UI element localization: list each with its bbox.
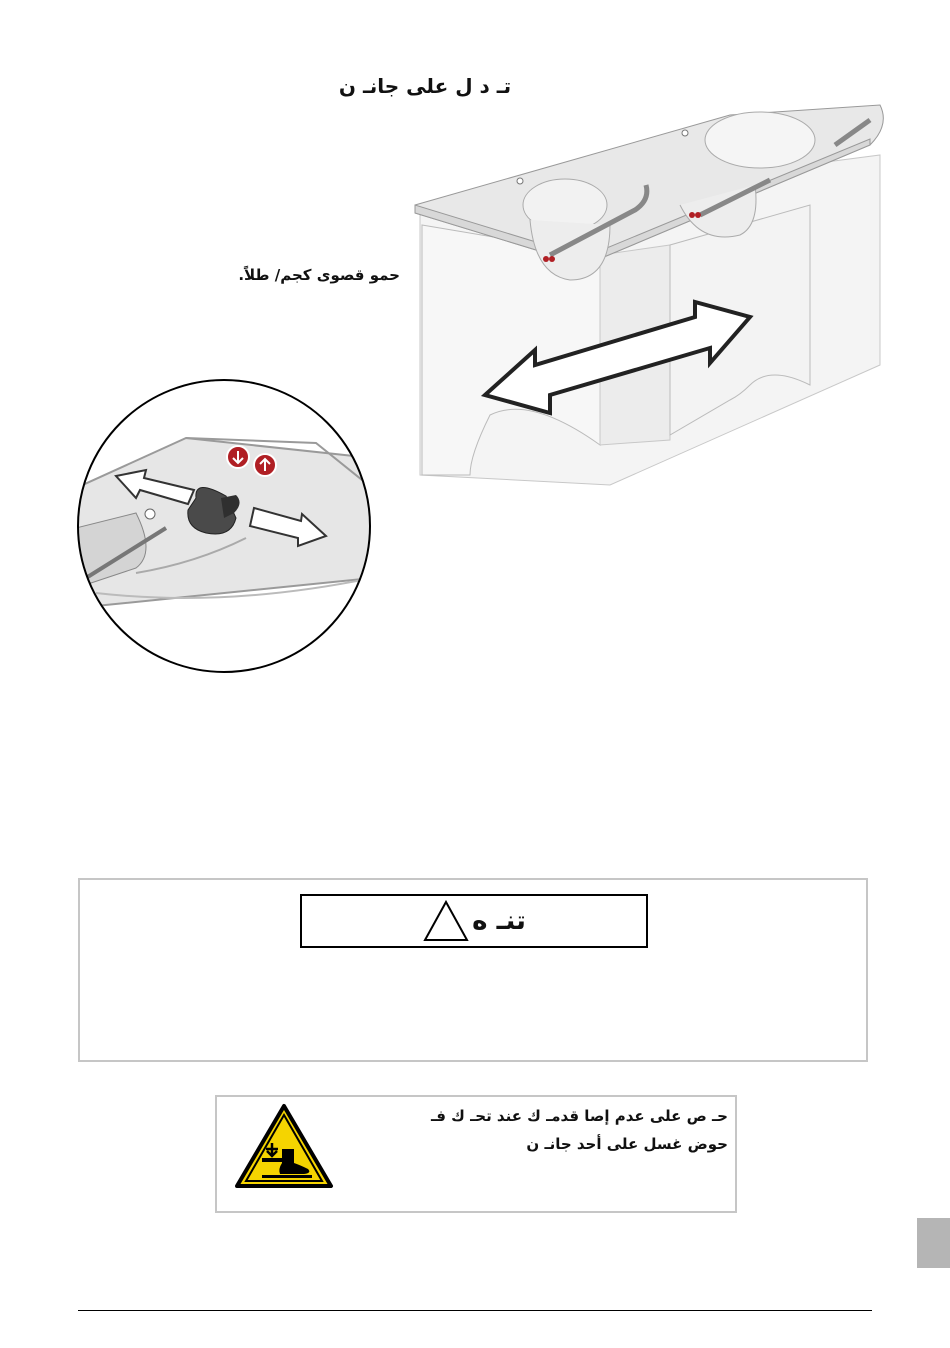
washbasin-illustration xyxy=(410,95,890,495)
foot-warning-line-2: حوض غسل على أحد جانـ ن xyxy=(526,1135,728,1153)
caution-title-text: تنـ ه xyxy=(472,906,526,936)
warning-triangle-icon xyxy=(422,899,470,943)
footer-divider xyxy=(78,1310,872,1311)
foot-warning-line-1: حـ ص على عدم إصا قدمـ ك عند تحـ ك فـ xyxy=(430,1107,728,1125)
control-zoom-detail xyxy=(76,378,372,674)
page-heading: تـ د ل على جانـ ن xyxy=(338,74,512,98)
page-section-tab xyxy=(917,1218,950,1268)
caution-heading xyxy=(300,894,648,948)
foot-crush-hazard-icon xyxy=(234,1103,334,1189)
max-load-instruction: حمو قصوى كجم/ طلاً. xyxy=(238,266,400,284)
foot-warning-text xyxy=(350,1102,728,1158)
